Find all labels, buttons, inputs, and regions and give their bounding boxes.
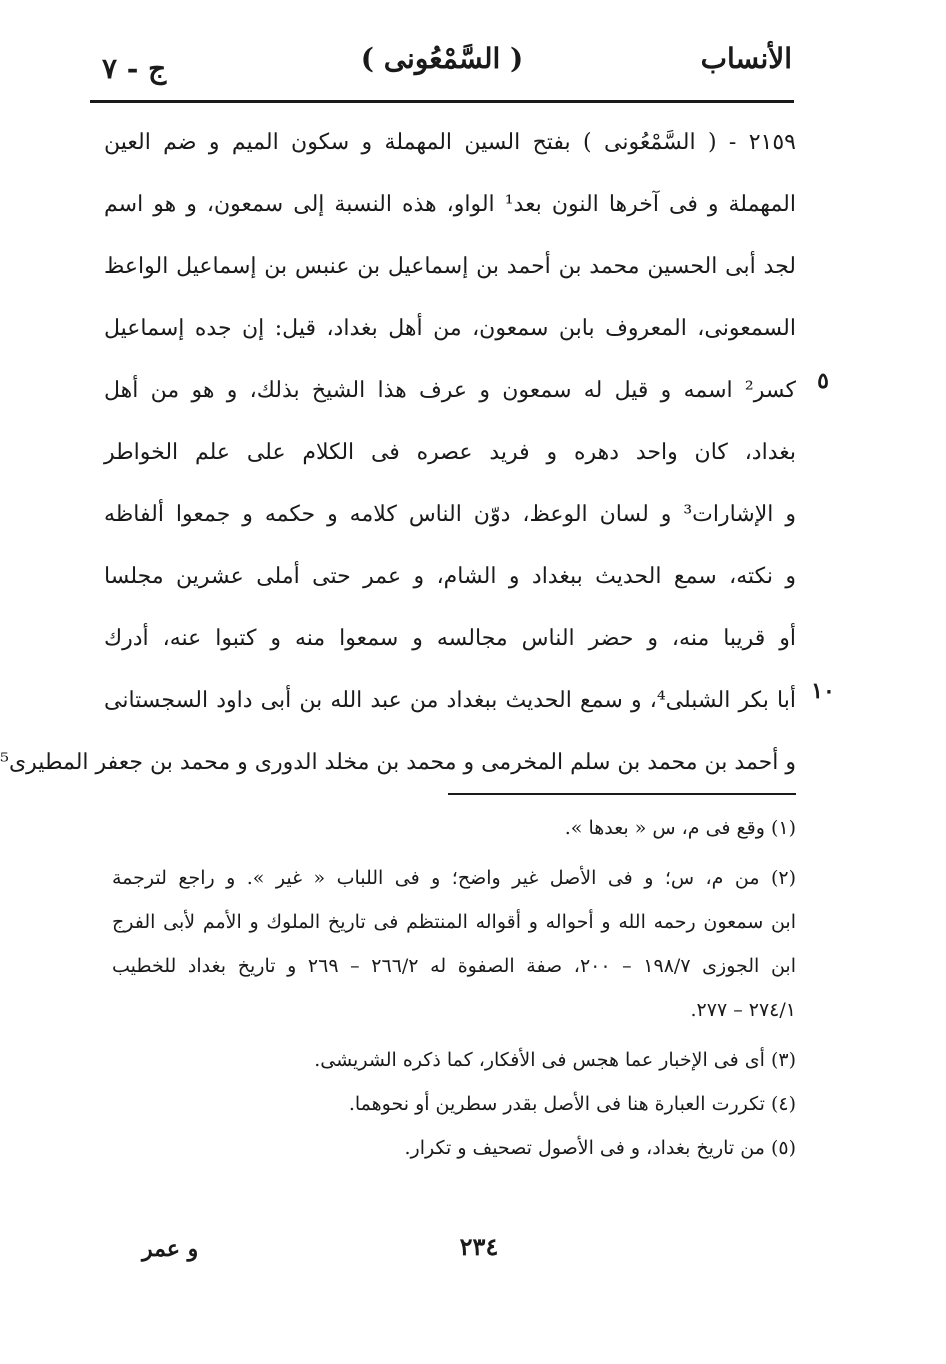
text-line: السمعونى، المعروف بابن سمعون، من أهل بغداد، قيل: إن جده إسماعيل [104,316,796,341]
footnotes [112,806,796,1170]
footnote-5: (٥) من تاريخ بغداد، و فى الأصول تصحيف و تكرار. [404,1137,796,1159]
line-number-10: ١٠ [811,678,835,704]
footnote-1: (١) وقع فى م، س « بعدها ». [564,817,796,839]
footnote-4: (٤) تكررت العبارة هنا فى الأصل بقدر سطرين أو نحوهما. [348,1093,796,1115]
text-line: و أحمد بن محمد بن سلم المخرمى و محمد بن مخلد الدورى و محمد بن جعفر المطيرى⁵ [0,750,796,775]
footnote-2-line: ابن الجوزى ١٩٨/٧ – ٢٠٠، صفة الصفوة له ٢٦٦/٢ – ٢٦٩ و تاريخ بغداد للخطيب [112,955,796,977]
footnote-2-line: ٢٧٤/١ – ٢٧٧. [690,999,796,1021]
text-line: لجد أبى الحسين محمد بن أحمد بن إسماعيل بن عنبس بن إسماعيل الواعظ [104,254,796,279]
text-line: أو قريبا منه، و حضر الناس مجالسه و سمعوا منه و كتبوا عنه، أدرك [104,626,796,651]
text-line: و نكته، سمع الحديث ببغداد و الشام، و عمر حتى أملى عشرين مجلسا [104,564,796,589]
text-line: المهملة و فى آخرها النون بعد¹ الواو، هذه النسبة إلى سمعون، و هو اسم [104,192,796,217]
line-number-5: ٥ [817,368,829,394]
section-title: ( السَّمْعُونى ) [360,42,524,75]
footnote-2-line: (٢) من م، س؛ و فى الأصل غير واضح؛ و فى اللباب « غير ». و راجع لترجمة [112,867,796,889]
text-line: أبا بكر الشبلى⁴، و سمع الحديث ببغداد من عبد الله بن أبى داود السجستانى [104,688,796,713]
book-title: الأنساب [700,42,792,75]
footnote-2-line: ابن سمعون رحمه الله و أحواله و أقواله المنتظم فى تاريخ الملوك و الأمم لأبى الفرج [112,911,796,933]
text-line: ٢١٥٩ - ( السَّمْعُونى ) بفتح السين المهملة و سكون الميم و ضم العين [104,130,796,155]
text-line: بغداد، كان واحد دهره و فريد عصره فى الكلام على علم الخواطر [104,440,796,465]
footnote-separator [448,793,796,795]
header-rule [90,100,794,103]
volume-label: ج - ٧ [102,52,167,85]
text-line: و الإشارات³ و لسان الوعظ، دوّن الناس كلامه و حكمه و جمعوا ألفاظه [104,502,796,527]
main-text [0,112,796,794]
text-line: كسر² اسمه و قيل له سمعون و عرف هذا الشيخ بذلك، و هو من أهل [104,378,796,403]
footnote-3: (٣) أى فى الإخبار عما هجس فى الأفكار، كما ذكره الشريشى. [314,1049,796,1071]
page-number: ٢٣٤ [459,1232,499,1261]
catchword: و عمر [142,1236,199,1262]
running-header [92,38,792,90]
